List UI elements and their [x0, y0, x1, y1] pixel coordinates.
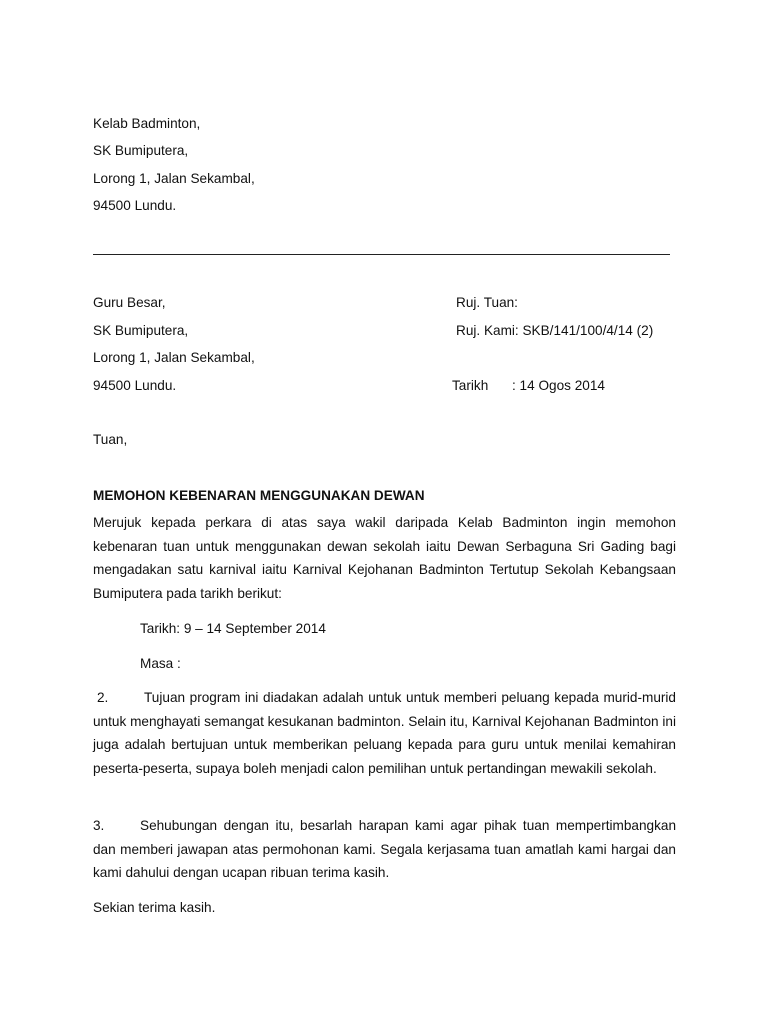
date-label: Tarikh	[452, 378, 489, 393]
sender-line-1: Kelab Badminton,	[93, 116, 201, 131]
paragraph-3-number: 3.	[93, 818, 105, 833]
paragraph-1: Merujuk kepada perkara di atas saya wakil daripada Kelab Badminton ingin memohon kebenaran tuan untuk menggunakan dewan sekolah iaitu Dewan Serbaguna Sri Gading bagi mengadakan satu karnival iaitu Karnival Kejohanan Badminton Tertutup Sekolah Kebangsaan Bumiputera pada tarikh berikut:	[93, 515, 676, 601]
recipient-line-4: 94500 Lundu.	[93, 378, 177, 393]
recipient-line-1: Guru Besar,	[93, 295, 166, 310]
subject-title: MEMOHON KEBENARAN MENGGUNAKAN DEWAN	[93, 488, 425, 503]
event-time: Masa :	[140, 656, 181, 671]
recipient-line-2: SK Bumiputera,	[93, 323, 189, 338]
paragraph-3	[93, 814, 676, 885]
event-date: Tarikh: 9 – 14 September 2014	[140, 621, 326, 636]
paragraph-2-text: Tujuan program ini diadakan adalah untuk untuk memberi peluang kepada murid-murid untuk menghayati semangat kesukanan badminton. Selain itu, Karnival Kejohanan Badminton ini juga adalah bertujuan untuk memberikan peluang kepada para guru untuk menilai kemahiran peserta-peserta, supaya boleh menjadi calon pemilihan untuk pertandingan mewakili sekolah.	[93, 690, 676, 776]
separator-line	[93, 254, 670, 255]
sender-line-2: SK Bumiputera,	[93, 143, 189, 158]
salutation: Tuan,	[93, 432, 128, 447]
paragraph-3-text: Sehubungan dengan itu, besarlah harapan kami agar pihak tuan mempertimbangkan dan memberi jawapan atas permohonan kami. Segala kerjasama tuan amatlah kami hargai dan kami dahului dengan ucapan ribuan terima kasih.	[93, 818, 676, 880]
sender-line-3: Lorong 1, Jalan Sekambal,	[93, 171, 255, 186]
recipient-line-3: Lorong 1, Jalan Sekambal,	[93, 350, 255, 365]
ruj-kami: Ruj. Kami: SKB/141/100/4/14 (2)	[456, 323, 654, 338]
date-value: : 14 Ogos 2014	[512, 378, 605, 393]
closing: Sekian terima kasih.	[93, 900, 216, 915]
sender-line-4: 94500 Lundu.	[93, 198, 177, 213]
ruj-tuan: Ruj. Tuan:	[456, 295, 518, 310]
paragraph-2	[93, 686, 676, 780]
paragraph-2-number: 2.	[97, 690, 109, 705]
